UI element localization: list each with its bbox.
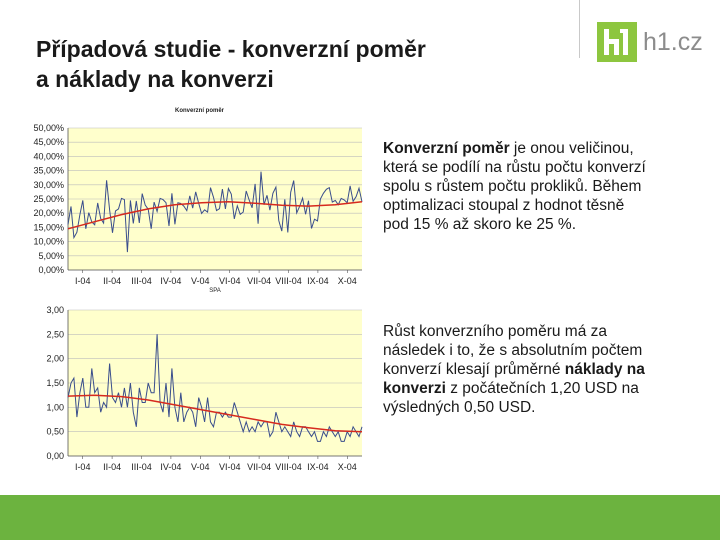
conversion-rate-chart-x-tick-label: VIII-04 — [275, 276, 302, 286]
paragraph-2-line-4-rest: z počátečních 1,20 USD na — [445, 380, 639, 397]
cost-per-conversion-chart-y-tick-label: 3,00 — [46, 305, 64, 315]
paragraph-conversion-cost — [383, 322, 703, 417]
conversion-rate-chart-x-tick-label: VI-04 — [218, 276, 241, 286]
conversion-rate-chart-y-tick-label: 5,00% — [38, 250, 64, 261]
conversion-rate-chart-y-tick-label: 0,00% — [38, 265, 64, 275]
cost-per-conversion-chart-x-tick-label: VII-04 — [247, 462, 272, 472]
h1-logo — [597, 22, 703, 62]
footer-bar — [0, 495, 720, 540]
cost-per-conversion-chart-x-tick-label: VIII-04 — [275, 462, 302, 472]
conversion-rate-chart-x-axis-label: SPA — [209, 288, 221, 294]
paragraph-1-line-4: optimalizaci stoupal z hodnot těsně — [383, 197, 625, 214]
conversion-rate-chart-x-tick-label: I-04 — [74, 276, 91, 286]
conversion-rate-chart — [22, 100, 372, 300]
logo-divider — [579, 0, 580, 58]
conversion-rate-chart-y-tick-label: 10,00% — [33, 236, 64, 247]
slide-title-line-2: a náklady na konverzi — [36, 66, 274, 92]
cost-per-conversion-chart-x-tick-label: X-04 — [337, 462, 357, 472]
conversion-rate-chart-x-tick-label: III-04 — [131, 276, 152, 286]
conversion-rate-chart-svg — [22, 100, 372, 300]
conversion-rate-chart-y-tick-label: 40,00% — [33, 151, 64, 162]
cost-per-conversion-chart-y-tick-label: 0,50 — [46, 426, 64, 437]
paragraph-2-line-1: Růst konverzního poměru má za — [383, 323, 607, 340]
conversion-rate-chart-title: Konverzní poměr — [175, 108, 225, 114]
paragraph-conversion-rate — [383, 139, 703, 234]
paragraph-1-line-1 — [383, 139, 703, 158]
cost-per-conversion-chart-x-tick-label: VI-04 — [218, 462, 241, 472]
cost-per-conversion-chart-svg — [22, 298, 372, 478]
logo-text: h1.cz — [643, 27, 703, 56]
paragraph-2-line-3-plain: konverzí klesají průměrné — [383, 361, 565, 378]
paragraph-2-bold-term-end: konverzi — [383, 380, 446, 397]
cost-per-conversion-chart — [22, 298, 372, 478]
slide-title-line-1: Případová studie - konverzní poměr — [36, 36, 426, 62]
conversion-rate-chart-y-tick-label: 20,00% — [33, 208, 64, 219]
paragraph-2-line-3 — [383, 360, 703, 379]
h1-logo-mark-icon — [597, 22, 637, 62]
cost-per-conversion-chart-y-tick-label: 2,50 — [46, 329, 64, 340]
paragraph-1-bold-term: Konverzní poměr — [383, 140, 510, 157]
paragraph-2-bold-term-start: náklady na — [564, 361, 645, 378]
cost-per-conversion-chart-y-tick-label: 0,00 — [46, 451, 64, 461]
conversion-rate-chart-x-tick-label: VII-04 — [247, 276, 272, 286]
cost-per-conversion-chart-x-tick-label: I-04 — [74, 462, 91, 472]
cost-per-conversion-chart-y-tick-label: 1,00 — [46, 402, 64, 413]
conversion-rate-chart-x-tick-label: X-04 — [337, 276, 357, 286]
conversion-rate-chart-y-tick-label: 50,00% — [33, 123, 64, 133]
paragraph-2-line-2: následek i to, že s absolutním počtem — [383, 342, 643, 359]
cost-per-conversion-chart-x-tick-label: V-04 — [191, 462, 210, 472]
conversion-rate-chart-y-tick-label: 30,00% — [33, 179, 64, 190]
conversion-rate-chart-x-tick-label: V-04 — [191, 276, 210, 286]
conversion-rate-chart-y-tick-label: 45,00% — [33, 137, 64, 148]
conversion-rate-chart-y-tick-label: 15,00% — [33, 222, 64, 233]
cost-per-conversion-chart-y-tick-label: 1,50 — [46, 378, 64, 388]
cost-per-conversion-chart-x-tick-label: II-04 — [103, 462, 122, 472]
conversion-rate-chart-x-tick-label: IV-04 — [160, 276, 182, 286]
cost-per-conversion-chart-x-tick-label: IV-04 — [160, 462, 182, 472]
cost-per-conversion-chart-y-tick-label: 2,00 — [46, 353, 64, 364]
paragraph-1-line-3: spolu s růstem počtu prokliků. Během — [383, 178, 642, 195]
cost-per-conversion-chart-x-tick-label: III-04 — [131, 462, 152, 472]
conversion-rate-chart-y-tick-label: 35,00% — [33, 165, 64, 176]
paragraph-1-line-5: pod 15 % až skoro ke 25 %. — [383, 216, 577, 233]
paragraph-1-line-2: která se podílí na růstu počtu konverzí — [383, 159, 646, 176]
slide-title — [36, 34, 576, 94]
conversion-rate-chart-x-tick-label: II-04 — [103, 276, 122, 286]
conversion-rate-chart-x-tick-label: IX-04 — [307, 276, 329, 286]
conversion-rate-chart-y-tick-label: 25,00% — [33, 194, 64, 204]
paragraph-2-line-4 — [383, 379, 703, 398]
cost-per-conversion-chart-x-tick-label: IX-04 — [307, 462, 329, 472]
paragraph-2-line-5: výsledných 0,50 USD. — [383, 399, 536, 416]
paragraph-1-line-1-rest: je onou veličinou, — [509, 140, 634, 157]
